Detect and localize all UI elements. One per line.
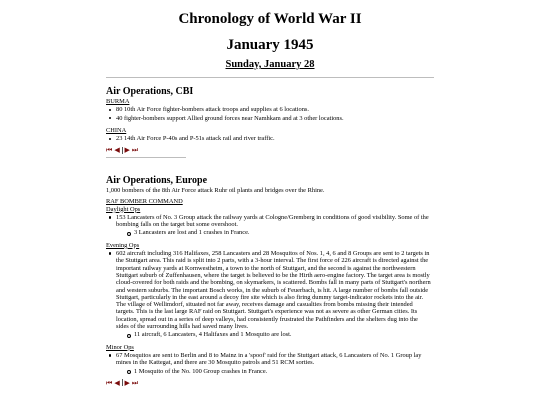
section-cbi bbox=[106, 86, 432, 158]
prev-page-icon[interactable]: ◀ bbox=[114, 378, 120, 387]
evening-sublist bbox=[106, 331, 432, 338]
ops-label-minor: Minor Ops bbox=[106, 343, 134, 351]
section-heading-cbi: Air Operations, CBI bbox=[106, 86, 194, 97]
list-item: 80 10th Air Force fighter-bombers attack troops and supplies at 6 locations. bbox=[116, 106, 432, 113]
nav-bar bbox=[106, 379, 432, 387]
prev-page-icon[interactable]: ◀ bbox=[114, 146, 120, 155]
last-page-icon[interactable]: ⏭ bbox=[131, 378, 139, 387]
section-europe bbox=[106, 175, 432, 387]
list-item: 153 Lancasters of No. 3 Group attack the railway yards at Cologne/Gremberg in conditions of good visibility. Some of the bombing falls on the target but some overshoot. bbox=[116, 214, 432, 229]
list-item: 1 Mosquito of the No. 100 Group crashes in France. bbox=[134, 368, 432, 375]
list-item: 11 aircraft, 6 Lancasters, 4 Halifaxes and 1 Mosquito are lost. bbox=[134, 331, 432, 338]
last-page-icon[interactable]: ⏭ bbox=[131, 146, 139, 155]
section-intro: 1,000 bombers of the 8th Air Force attack Ruhr oil plants and bridges over the Rhine. bbox=[106, 187, 325, 194]
page-subtitle: January 1945 bbox=[226, 37, 314, 53]
next-page-icon[interactable]: ▶ bbox=[124, 146, 130, 155]
nav-separator bbox=[122, 147, 123, 154]
burma-list bbox=[106, 106, 432, 122]
nav-separator bbox=[122, 379, 123, 386]
section-heading-europe: Air Operations, Europe bbox=[106, 175, 208, 186]
region-label-burma: BURMA bbox=[106, 98, 130, 105]
next-page-icon[interactable]: ▶ bbox=[124, 378, 130, 387]
divider bbox=[106, 77, 434, 78]
minor-list bbox=[106, 352, 432, 367]
ops-label-daylight: Daylight Ops bbox=[106, 205, 141, 213]
ops-label-evening: Evening Ops bbox=[106, 241, 140, 249]
region-label-china: CHINA bbox=[106, 126, 127, 134]
minor-sublist bbox=[106, 368, 432, 375]
first-page-icon[interactable]: ⏮ bbox=[106, 146, 113, 155]
daylight-sublist bbox=[106, 229, 432, 236]
list-item: 602 aircraft including 316 Halifaxes, 258 Lancasters and 28 Mosquitos of Nos. 1, 4, 6 and 8 Groups are sent to 2 targets in the Stuttgart area. This raid is split into 2 parts, with a 3-hour interval. The first force of 226 aircraft is directed against the important railway yards at Kornwestheim, a town to the north of Stuttgart, and the second is against the northwestern Stuttgart suburb of Zuffenhausen, where the target is believed to be the Hirth aero-engine factory. The target area is mostly cloud-covered for both raids and the bombing, on skymarkers, is scattered. Bombs fall in many parts of Stuttgart's northern and western suburbs. The important Bosch works, in the suburb of Feuerbach, is hit. A large number of bombs fall outside Stuttgart, particularly in the east around a decoy fire site which is also firing dummy target-indicator rockets into the air. The village of Wellimdorf, situated not far away, receives damage and casualties from bombs missing their intended targets. This is the last large RAF raid on Stuttgart. Stuttgart's experience was not as severe as other German cities. Its location, spread out in a series of deep valleys, had consistently frustrated the Pathfinders and the shelters dug into the sides of the surrounding hills had saved many lives. bbox=[116, 250, 431, 331]
command-label: RAF BOMBER COMMAND bbox=[106, 198, 183, 206]
list-item: 3 Lancasters are lost and 1 crashes in France. bbox=[134, 229, 432, 236]
list-item: 23 14th Air Force P-40s and P-51s attack rail and river traffic. bbox=[116, 135, 432, 142]
page-title: Chronology of World War II bbox=[178, 11, 362, 27]
first-page-icon[interactable]: ⏮ bbox=[106, 378, 113, 387]
evening-list bbox=[106, 250, 432, 330]
list-item: 67 Mosquitos are sent to Berlin and 8 to Mainz in a 'spoof' raid for the Stuttgart attack, 6 Lancasters of No. 1 Group lay mines in the Kattegat, and there are 30 Mosquito patrols and 51 RCM sorties. bbox=[116, 352, 432, 367]
china-list bbox=[106, 135, 432, 142]
divider bbox=[106, 157, 186, 158]
nav-bar bbox=[106, 146, 432, 154]
date-heading: Sunday, January 28 bbox=[225, 59, 315, 70]
list-item: 40 fighter-bombers support Allied ground forces near Namhkam and at 3 other locations. bbox=[116, 115, 432, 122]
daylight-list bbox=[106, 214, 432, 229]
